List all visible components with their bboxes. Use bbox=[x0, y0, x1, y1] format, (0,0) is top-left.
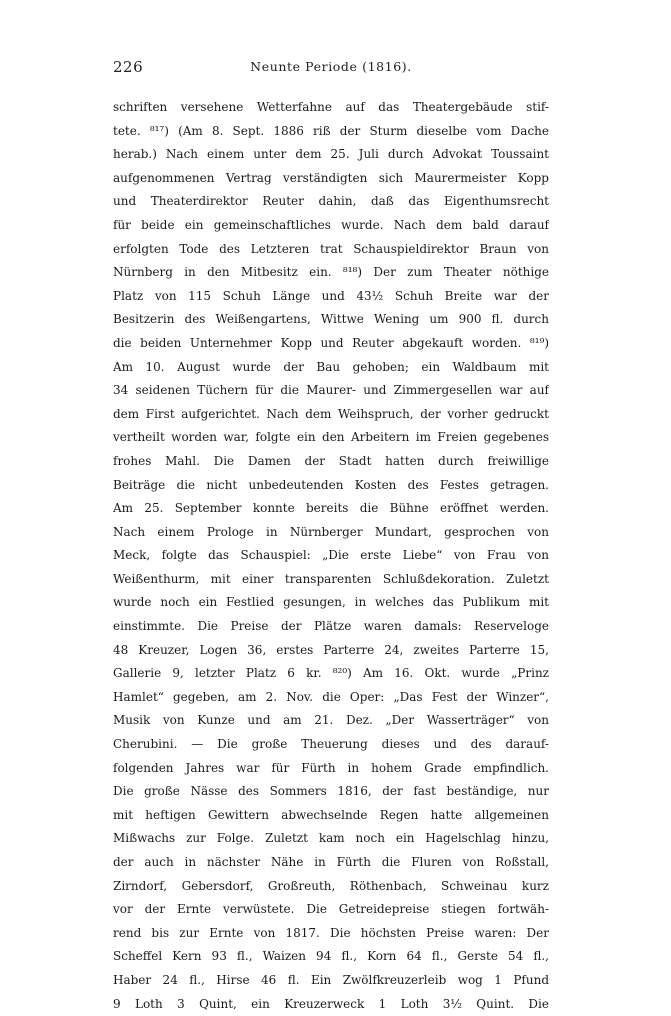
text-line: wurde noch ein Festlied gesungen, in welches das Publikum mit bbox=[113, 595, 549, 610]
text-line: Nach einem Prologe in Nürnberger Mundart, gesprochen von bbox=[113, 524, 549, 539]
text-line: Mißwachs zur Folge. Zuletzt kam noch ein Hagelschlag hinzu, bbox=[113, 831, 549, 846]
text-line: Weißenthurm, mit einer transparenten Schlußdekoration. Zuletzt bbox=[113, 571, 549, 586]
text-line: und Theaterdirektor Reuter dahin, daß das Eigenthumsrecht bbox=[113, 194, 549, 209]
text-line: Am 10. August wurde der Bau gehoben; ein Waldbaum mit bbox=[113, 359, 549, 374]
text-line: vor der Ernte verwüstete. Die Getreidepreise stiegen fortwäh- bbox=[113, 902, 549, 917]
text-line: 48 Kreuzer, Logen 36, erstes Parterre 24, zweites Parterre 15, bbox=[113, 642, 549, 657]
text-line: folgenden Jahres war für Fürth in hohem Grade empfindlich. bbox=[113, 760, 549, 775]
text-line: 9 Loth 3 Quint, ein Kreuzerweck 1 Loth 3½ Quint. Die bbox=[113, 996, 549, 1011]
text-line: Haber 24 fl., Hirse 46 fl. Ein Zwölfkreuzerleib wog 1 Pfund bbox=[113, 972, 549, 987]
text-line: Beiträge die nicht unbedeutenden Kosten des Festes getragen. bbox=[113, 477, 549, 492]
text-line: Besitzerin des Weißengartens, Wittwe Wening um 900 fl. durch bbox=[113, 312, 549, 327]
text-line: herab.) Nach einem unter dem 25. Juli durch Advokat Toussaint bbox=[113, 147, 549, 162]
text-line: erfolgten Tode des Letzteren trat Schauspieldirektor Braun von bbox=[113, 241, 549, 256]
text-line: Am 25. September konnte bereits die Bühne eröffnet werden. bbox=[113, 501, 549, 516]
text-line: Zirndorf, Gebersdorf, Großreuth, Röthenbach, Schweinau kurz bbox=[113, 878, 549, 893]
text-line: vertheilt worden war, folgte ein den Arbeitern im Freien gegebenes bbox=[113, 430, 549, 445]
text-line: für beide ein gemeinschaftliches wurde. Nach dem bald darauf bbox=[113, 217, 549, 232]
running-title: Neunte Periode (1816). bbox=[250, 59, 412, 74]
page-header bbox=[113, 58, 549, 78]
text-line: Platz von 115 Schuh Länge und 43½ Schuh Breite war der bbox=[113, 288, 549, 303]
text-line: Gallerie 9, letzter Platz 6 kr. ⁸²⁰) Am 16. Okt. wurde „Prinz bbox=[113, 666, 549, 681]
text-line: Scheffel Kern 93 fl., Waizen 94 fl., Korn 64 fl., Gerste 54 fl., bbox=[113, 949, 549, 964]
text-line: schriften versehene Wetterfahne auf das Theatergebäude stif- bbox=[113, 100, 549, 114]
text-line: mit heftigen Gewittern abwechselnde Regen hatte allgemeinen bbox=[113, 807, 549, 822]
text-line: der auch in nächster Nähe in Fürth die Fluren von Roßstall, bbox=[113, 855, 549, 869]
text-line: Musik von Kunze und am 21. Dez. „Der Wasserträger“ von bbox=[113, 713, 549, 728]
text-line: aufgenommenen Vertrag verständigten sich Maurermeister Kopp bbox=[113, 170, 549, 185]
text-line: dem First aufgerichtet. Nach dem Weihspruch, der vorher gedruckt bbox=[113, 406, 549, 421]
text-line: Nürnberg in den Mitbesitz ein. ⁸¹⁸) Der zum Theater nöthige bbox=[113, 265, 549, 280]
body-text bbox=[113, 96, 549, 1016]
text-line: 34 seidenen Tüchern für die Maurer- und Zimmergesellen war auf bbox=[113, 383, 549, 398]
text-line: Hamlet“ gegeben, am 2. Nov. die Oper: „Das Fest der Winzer“, bbox=[113, 689, 549, 704]
text-line: einstimmte. Die Preise der Plätze waren damals: Reserveloge bbox=[113, 619, 549, 634]
text-line: Die große Nässe des Sommers 1816, der fast beständige, nur bbox=[113, 784, 549, 799]
text-line: die beiden Unternehmer Kopp und Reuter abgekauft worden. ⁸¹⁹) bbox=[113, 335, 549, 350]
text-line: Cherubini. — Die große Theuerung dieses und des darauf- bbox=[113, 737, 549, 752]
text-line: rend bis zur Ernte von 1817. Die höchsten Preise waren: Der bbox=[113, 925, 549, 940]
page-number: 226 bbox=[113, 58, 144, 76]
text-line: tete. ⁸¹⁷) (Am 8. Sept. 1886 riß der Sturm dieselbe vom Dache bbox=[113, 123, 549, 138]
text-line: Meck, folgte das Schauspiel: „Die erste Liebe“ von Frau von bbox=[113, 548, 549, 563]
text-line: frohes Mahl. Die Damen der Stadt hatten durch freiwillige bbox=[113, 453, 549, 468]
